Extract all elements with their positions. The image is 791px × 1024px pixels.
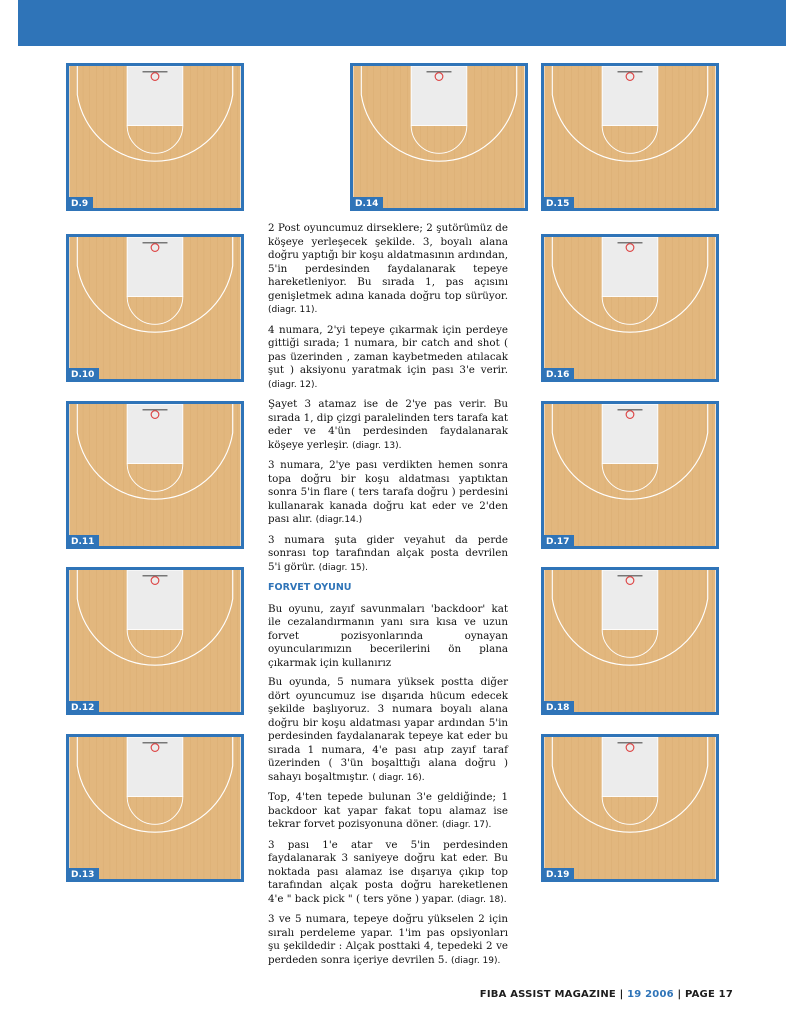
court-svg [544,237,716,379]
diagram-label: D.14 [350,197,383,211]
court-svg [69,237,241,379]
header-bar [18,0,786,46]
page-number: PAGE 17 [685,989,733,1000]
court-svg [544,737,716,879]
paragraph: 3 ve 5 numara, tepeye doğru yükselen 2 için sıralı perdeleme yapar. 1'im pas opsiyonları şu şekildedir : Alçak posttaki 4, tepedeki 2 ve perdeden sonra içeriye devrilen 5. (diagr. 19). [268,913,508,966]
court-svg [69,737,241,879]
paragraph: 3 pası 1'e atar ve 5'in perdesinden faydalanarak 3 saniyeye doğru kat eder. Bu noktada pası alamaz ise dışarıya çıkıp top tarafından alçak posta doğru hareketlenen 4'e " back pick " ( ters yöne ) yapar. (diagr. 18). [268,838,508,905]
diagram-label: D.19 [541,868,574,882]
diagram-label: D.9 [66,197,93,211]
court-svg [353,66,525,208]
diagram-ref: (diagr. 11). [268,305,318,315]
diagram-ref: (diagr. 12). [268,379,318,390]
diagram-ref: (diagr. 19). [451,955,501,966]
diagram-label: D.12 [66,701,99,715]
diagram-label: D.13 [66,868,99,882]
court-svg [69,404,241,546]
court-svg [544,66,716,208]
paragraph: Şayet 3 atamaz ise de 2'ye pas verir. Bu sırada 1, dip çizgi paralelinden ters tarafa kat eder ve 4'ün perdesinden faydalanarak köşeye yerleşir. (diagr. 13). [268,398,508,451]
court-svg [69,66,241,208]
court-svg [544,570,716,712]
diagram-16 [541,234,719,382]
paragraph: 2 Post oyuncumuz dirseklere; 2 şutörümüz de köşeye yerleşecek şekilde. 3, boyalı alana doğru yaptığı bir koşu aldatmasının ardından, 5'in perdesinden faydalanarak tepeye hareketleniyor. Bu sırada 1, pas açısını genişletmek adına kanada doğru top sürüyor. (diagr. 11). [268,222,508,315]
diagram-ref: (diagr. 13). [352,440,402,451]
article-text [268,222,508,974]
court-svg [544,404,716,546]
diagram-ref: ( diagr. 16). [372,772,425,783]
diagram-label: D.10 [66,368,99,382]
diagram-ref: (diagr. 18). [457,894,507,905]
diagram-13 [66,734,244,882]
diagram-17 [541,401,719,549]
page-footer: FIBA ASSIST MAGAZINE | 19 2006 | PAGE 17 [479,989,733,1000]
paragraph: Bu oyunda, 5 numara yüksek postta diğer dört oyuncumuz ise dışarıda hücum edecek şekilde başlıyoruz. 3 numara boyalı alana doğru bir koşu aldatması yapar ardından 5'in perdesinden faydalanarak tepeye kat eder bu sırada 1 numara, 4'e pası atıp zayıf taraf üzerinden ( 3'ün boşalttığı alana doğru ) sahayı boşaltmıştır. ( diagr. 16). [268,676,508,783]
issue-number: 19 2006 [627,989,674,1000]
paragraph: Bu oyunu, zayıf savunmaları 'backdoor' kat ile cezalandırmanın yanı sıra kısa ve uzun forvet pozisyonlarında oynayan oyuncularımızın becerilerini ön plana çıkarmak için kullanırız [268,602,508,669]
diagram-12 [66,567,244,715]
paragraph: 3 numara, 2'ye pası verdikten hemen sonra topa doğru bir koşu aldatması yaptıktan sonra 5'in flare ( ters tarafa doğru ) perdesini kullanarak kanada doğru kat eder ve 2'den pası alır. (diagr.14.) [268,459,508,525]
section-title: FORVET OYUNU [268,582,352,593]
diagram-label: D.17 [541,535,574,549]
diagram-ref: (diagr.14.) [315,515,363,525]
diagram-11 [66,401,244,549]
diagram-15 [541,63,719,211]
diagram-label: D.18 [541,701,574,715]
paragraph: Top, 4'ten tepede bulunan 3'e geldiğinde; 1 backdoor kat yapar fakat topu alamaz ise tekrar forvet pozisyonuna döner. (diagr. 17). [268,791,508,830]
diagram-label: D.15 [541,197,574,211]
magazine-name: FIBA ASSIST MAGAZINE [479,989,616,1000]
diagram-19 [541,734,719,882]
diagram-18 [541,567,719,715]
paragraph: 3 numara şuta gider veyahut da perde sonrası top tarafından alçak posta devrilen 5'i görür. (diagr. 15). [268,533,508,573]
paragraph: 4 numara, 2'yi tepeye çıkarmak için perdeye gittiği sırada; 1 numara, bir catch and shot ( pas üzerinden , zaman kaybetmeden atılacak şut ) aksiyonu yaratmak için pası 3'e verir. (diagr. 12). [268,323,508,390]
diagram-14 [350,63,528,211]
diagram-label: D.16 [541,368,574,382]
diagram-ref: (diagr. 17). [441,820,492,830]
court-svg [69,570,241,712]
diagram-10 [66,234,244,382]
diagram-ref: (diagr. 15). [318,562,369,573]
diagram-label: D.11 [66,535,99,549]
diagram-9 [66,63,244,211]
